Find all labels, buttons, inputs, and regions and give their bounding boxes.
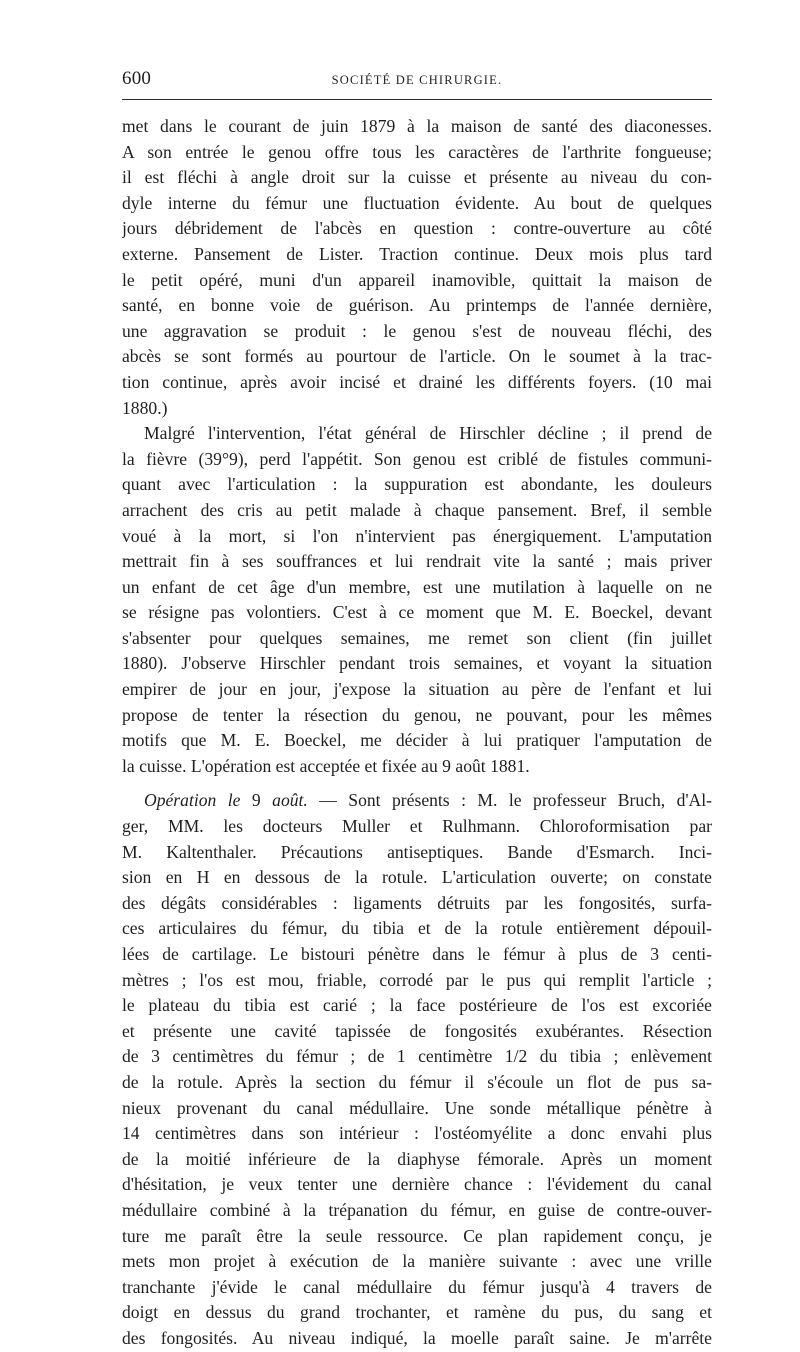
text-line: ture me paraît être la seule ressource. Ce plan rapidement conçu, je xyxy=(122,1225,712,1246)
text-line: Malgré l'intervention, l'état général de Hirschler décline ; il prend de xyxy=(144,423,712,444)
text-line: d'hésitation, je veux tenter une dernière chance : l'évidement du canal xyxy=(122,1174,712,1195)
text-line: 14 centimètres dans son intérieur : l'ostéomyélite a donc envahi plus xyxy=(122,1123,712,1144)
text-line: sion en H en dessous de la rotule. L'articulation ouverte; on constate xyxy=(122,867,712,888)
text-line: une aggravation se produit : le genou s'est de nouveau fléchi, des xyxy=(122,320,712,341)
header-divider xyxy=(122,99,712,100)
text-line: mettrait fin à ses souffrances et lui rendrait vite la santé ; mais priver xyxy=(122,551,712,572)
paragraph-1 xyxy=(122,114,712,421)
text-line: M. Kaltenthaler. Précautions antiseptiques. Bande d'Esmarch. Inci- xyxy=(122,841,712,862)
text-line: motifs que M. E. Boeckel, me décider à lui pratiquer l'amputation de xyxy=(122,730,712,751)
text-line: tranchante j'évide le canal médullaire du fémur jusqu'à 4 travers de xyxy=(122,1276,712,1297)
text-line: abcès se sont formés au pourtour de l'article. On le soumet à la trac- xyxy=(122,346,712,367)
text-line: médullaire combiné à la trépanation du fémur, en guise de contre-ouver- xyxy=(122,1199,712,1220)
text-line: mets mon projet à exécution de la manière suivante : avec une vrille xyxy=(122,1251,712,1272)
text-line: voué à la mort, si l'on n'intervient pas énergiquement. L'amputation xyxy=(122,525,712,546)
paragraph-3 xyxy=(122,788,712,1351)
text-line: de 3 centimètres du fémur ; de 1 centimètre 1/2 du tibia ; enlèvement xyxy=(122,1046,712,1067)
text-line: 1880.) xyxy=(122,397,168,418)
operation-day: 9 xyxy=(240,790,273,811)
text-line: de la moitié inférieure de la diaphyse fémorale. Après un moment xyxy=(122,1148,712,1169)
text-line: santé, en bonne voie de guérison. Au printemps de l'année dernière, xyxy=(122,295,712,316)
text-line: le plateau du tibia est carié ; la face postérieure de l'os est excoriée xyxy=(122,995,712,1016)
text-line: s'absenter pour quelques semaines, me remet son client (fin juillet xyxy=(122,627,712,648)
page-header xyxy=(122,66,712,96)
text-line: met dans le courant de juin 1879 à la maison de santé des diaconesses. xyxy=(122,116,712,136)
text-line: quant avec l'articulation : la suppuration est abondante, les douleurs xyxy=(122,474,712,495)
text-line: nieux provenant du canal médullaire. Une sonde métallique pénètre à xyxy=(122,1097,712,1118)
text-line: empirer de jour en jour, j'expose la situation au père de l'enfant et lui xyxy=(122,679,712,700)
text-line: lées de cartilage. Le bistouri pénètre dans le fémur à plus de 3 centi- xyxy=(122,944,712,964)
text-line: ger, MM. les docteurs Muller et Rulhmann. Chloroformisation par xyxy=(122,816,712,837)
text-line: 1880). J'observe Hirschler pendant trois semaines, et voyant la situation xyxy=(122,653,712,674)
operation-heading: Opération le xyxy=(144,790,241,811)
text-line: de la rotule. Après la section du fémur il s'écoule un flot de pus sa- xyxy=(122,1071,712,1092)
text-line: il est fléchi à angle droit sur la cuisse et présente au niveau du con- xyxy=(122,167,712,188)
text-line: un enfant de cet âge d'un membre, est une mutilation à laquelle on ne xyxy=(122,576,712,597)
text-line xyxy=(122,788,712,814)
text-line: dyle interne du fémur une fluctuation évidente. Au bout de quelques xyxy=(122,192,712,213)
text-line: A son entrée le genou offre tous les caractères de l'arthrite fongueuse; xyxy=(122,141,712,162)
text-line: externe. Pansement de Lister. Traction continue. Deux mois plus tard xyxy=(122,243,712,264)
paragraph-spacer xyxy=(122,779,712,788)
text-line: doigt en dessus du grand trochanter, et ramène du pus, du sang et xyxy=(122,1302,712,1323)
text-fragment: — Sont présents : M. le professeur Bruch, d'Al- xyxy=(307,790,712,811)
body-text xyxy=(122,114,712,1352)
text-line: des fongosités. Au niveau indiqué, la moelle paraît saine. Je m'arrête xyxy=(122,1327,712,1348)
text-line: mètres ; l'os est mou, friable, corrodé par le pus qui remplit l'article ; xyxy=(122,969,712,990)
text-line: ces articulaires du fémur, du tibia et de la rotule entièrement dépouil- xyxy=(122,918,712,939)
page-number: 600 xyxy=(122,68,152,89)
text-line: la fièvre (39°9), perd l'appétit. Son genou est criblé de fistules communi- xyxy=(122,448,712,469)
running-title: SOCIÉTÉ DE CHIRURGIE. xyxy=(331,73,503,87)
text-line: propose de tenter la résection du genou, ne pouvant, pour les mêmes xyxy=(122,704,712,725)
text-line: jours débridement de l'abcès en question : contre-ouverture au côté xyxy=(122,218,712,239)
text-line: arrachent des cris au petit malade à chaque pansement. Bref, il semble xyxy=(122,499,712,520)
text-line: se résigne pas volontiers. C'est à ce moment que M. E. Boeckel, devant xyxy=(122,602,712,623)
text-line: des dégâts considérables : ligaments détruits par les fongosités, surfa- xyxy=(122,892,712,913)
text-line: le petit opéré, muni d'un appareil inamovible, quittait la maison de xyxy=(122,269,712,290)
text-line: tion continue, après avoir incisé et drainé les différents foyers. (10 mai xyxy=(122,371,712,392)
text-line: la cuisse. L'opération est acceptée et fixée au 9 août 1881. xyxy=(122,755,530,776)
text-line: et présente une cavité tapissée de fongosités exubérantes. Résection xyxy=(122,1020,712,1041)
operation-month: août. xyxy=(272,790,308,811)
paragraph-2 xyxy=(122,421,712,779)
